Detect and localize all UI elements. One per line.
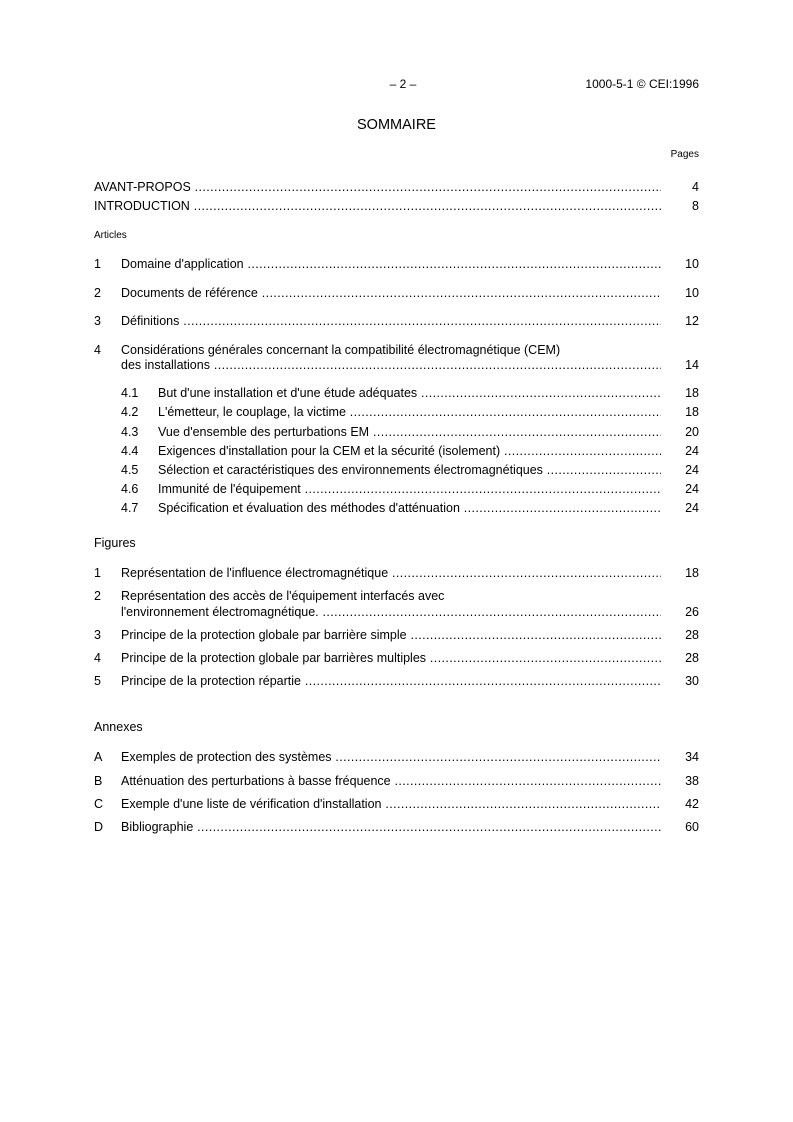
toc-entry-label: AVANT-PROPOS ..... bbox=[94, 179, 661, 195]
toc-entry[interactable] bbox=[94, 604, 699, 620]
toc-entry-page: 18 bbox=[685, 405, 699, 419]
toc-entry-number: 4 bbox=[94, 343, 101, 357]
toc-entry-number: C bbox=[94, 797, 104, 811]
toc-entry-label-line1[interactable]: Représentation des accès de l'équipement interfacés avec bbox=[121, 589, 445, 603]
toc-entry-page: 26 bbox=[685, 605, 699, 619]
toc-entry-number: 5 bbox=[94, 674, 101, 688]
toc-entry-number: 3 bbox=[94, 314, 101, 328]
toc-entry-label: L'émetteur, le couplage, la victime ..... bbox=[158, 404, 661, 420]
toc-entry-label: Principe de la protection répartie ..... bbox=[121, 673, 661, 689]
toc-entry-label: Représentation de l'influence électromagnétique ..... bbox=[121, 565, 661, 581]
articles-label: Articles bbox=[94, 230, 127, 241]
toc-entry-number: D bbox=[94, 820, 104, 834]
toc-entry-number: 1 bbox=[94, 257, 101, 271]
toc-entry[interactable] bbox=[94, 565, 699, 581]
toc-entry-number: 4 bbox=[94, 651, 101, 665]
toc-entry-label: INTRODUCTION ..... bbox=[94, 198, 661, 214]
toc-entry-page: 14 bbox=[685, 358, 699, 372]
toc-entry-page: 8 bbox=[692, 199, 699, 213]
toc-entry-page: 30 bbox=[685, 674, 699, 688]
toc-entry-page: 10 bbox=[685, 257, 699, 271]
toc-entry-label: Domaine d'application ..... bbox=[121, 256, 661, 272]
toc-subentry[interactable] bbox=[94, 424, 699, 440]
toc-entry-page: 18 bbox=[685, 566, 699, 580]
toc-entry-label: Exemple d'une liste de vérification d'installation ..... bbox=[121, 796, 661, 812]
toc-entry-label: Sélection et caractéristiques des environnements électromagnétiques ..... bbox=[158, 462, 661, 478]
figures-heading: Figures bbox=[94, 536, 136, 550]
toc-entry-number: B bbox=[94, 774, 103, 788]
toc-entry[interactable] bbox=[94, 773, 699, 789]
toc-subentry[interactable] bbox=[94, 443, 699, 459]
toc-entry-label: Vue d'ensemble des perturbations EM ..... bbox=[158, 424, 661, 440]
toc-entry-page: 24 bbox=[685, 444, 699, 458]
toc-entry-label: Principe de la protection globale par barrière simple ..... bbox=[121, 627, 661, 643]
toc-entry[interactable] bbox=[94, 256, 699, 272]
toc-entry-page: 18 bbox=[685, 386, 699, 400]
toc-entry-page: 24 bbox=[685, 482, 699, 496]
toc-subentry[interactable] bbox=[94, 481, 699, 497]
toc-subentry[interactable] bbox=[94, 385, 699, 401]
toc-entry-page: 12 bbox=[685, 314, 699, 328]
annexes-heading: Annexes bbox=[94, 720, 143, 734]
toc-entry[interactable] bbox=[94, 650, 699, 666]
toc-entry-page: 24 bbox=[685, 463, 699, 477]
toc-entry-page: 20 bbox=[685, 425, 699, 439]
toc-entry-label: des installations ..... bbox=[121, 357, 661, 373]
toc-entry-label: But d'une installation et d'une étude adéquates ..... bbox=[158, 385, 661, 401]
toc-entry-label: l'environnement électromagnétique. ..... bbox=[121, 604, 661, 620]
toc-entry[interactable] bbox=[94, 749, 699, 765]
toc-entry[interactable] bbox=[94, 285, 699, 301]
toc-entry-label: Atténuation des perturbations à basse fréquence ..... bbox=[121, 773, 661, 789]
toc-entry-number: 4.1 bbox=[121, 386, 139, 400]
toc-entry[interactable] bbox=[94, 627, 699, 643]
toc-entry-page: 38 bbox=[685, 774, 699, 788]
toc-entry-page: 42 bbox=[685, 797, 699, 811]
toc-entry-page: 34 bbox=[685, 750, 699, 764]
toc-entry-number: 4.2 bbox=[121, 405, 139, 419]
toc-subentry[interactable] bbox=[94, 462, 699, 478]
toc-entry-page: 4 bbox=[692, 180, 699, 194]
toc-entry-label: Exemples de protection des systèmes ..... bbox=[121, 749, 661, 765]
document-reference: 1000-5-1 © CEI:1996 bbox=[585, 77, 699, 91]
toc-entry-number: 4.3 bbox=[121, 425, 139, 439]
toc-entry-label: Définitions ..... bbox=[121, 313, 661, 329]
toc-subentry[interactable] bbox=[94, 404, 699, 420]
toc-entry-label: Immunité de l'équipement ..... bbox=[158, 481, 661, 497]
toc-entry-number: 4.6 bbox=[121, 482, 139, 496]
toc-entry-number: 4.5 bbox=[121, 463, 139, 477]
toc-entry-number: 2 bbox=[94, 589, 101, 603]
toc-subentry[interactable] bbox=[94, 500, 699, 516]
pages-column-label: Pages bbox=[670, 149, 699, 160]
toc-entry[interactable] bbox=[94, 796, 699, 812]
toc-entry-page: 10 bbox=[685, 286, 699, 300]
toc-entry-number: 2 bbox=[94, 286, 101, 300]
toc-entry-label: Spécification et évaluation des méthodes d'atténuation ..... bbox=[158, 500, 661, 516]
toc-entry-page: 28 bbox=[685, 628, 699, 642]
page-title: SOMMAIRE bbox=[357, 117, 436, 133]
toc-entry-number: A bbox=[94, 750, 103, 764]
toc-entry[interactable] bbox=[94, 673, 699, 689]
page-number: – 2 – bbox=[389, 77, 417, 91]
toc-entry[interactable] bbox=[94, 819, 699, 835]
toc-entry[interactable] bbox=[94, 357, 699, 373]
toc-entry[interactable] bbox=[94, 313, 699, 329]
toc-entry-label: Principe de la protection globale par barrières multiples ..... bbox=[121, 650, 661, 666]
toc-entry[interactable] bbox=[94, 179, 699, 195]
toc-entry-page: 28 bbox=[685, 651, 699, 665]
toc-entry-label: Documents de référence ..... bbox=[121, 285, 661, 301]
toc-entry-number: 1 bbox=[94, 566, 101, 580]
toc-entry-page: 24 bbox=[685, 501, 699, 515]
toc-entry[interactable] bbox=[94, 198, 699, 214]
toc-entry-number: 4.4 bbox=[121, 444, 139, 458]
toc-entry-label: Exigences d'installation pour la CEM et la sécurité (isolement) ..... bbox=[158, 443, 661, 459]
toc-entry-label-line1[interactable]: Considérations générales concernant la compatibilité électromagnétique (CEM) bbox=[121, 343, 561, 357]
toc-entry-number: 3 bbox=[94, 628, 101, 642]
toc-entry-label: Bibliographie ..... bbox=[121, 819, 661, 835]
toc-entry-page: 60 bbox=[685, 820, 699, 834]
toc-entry-number: 4.7 bbox=[121, 501, 139, 515]
